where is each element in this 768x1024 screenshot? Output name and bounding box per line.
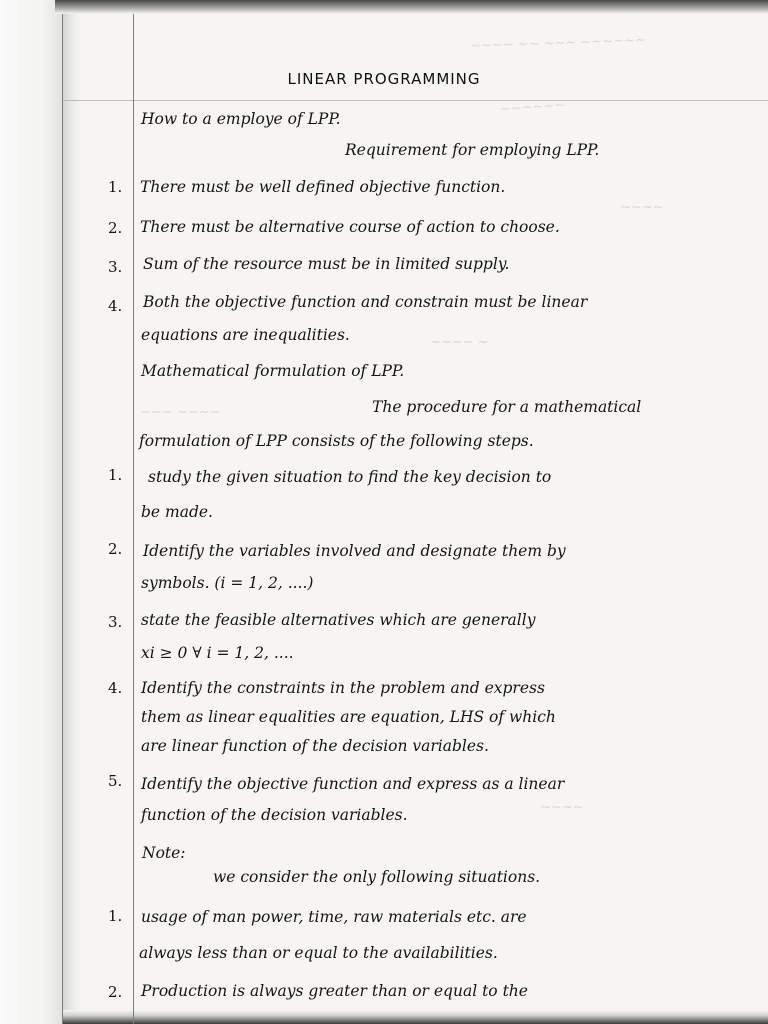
ruled-line	[62, 100, 768, 101]
list-number: 4.	[108, 297, 123, 315]
bleed-through-text: ~~~~	[540, 800, 584, 815]
text-line: Identify the constraints in the problem and express	[141, 679, 545, 697]
text-line: Identify the objective function and express as a linear	[141, 775, 565, 793]
left-page-edge	[0, 0, 62, 1024]
list-number: 5.	[108, 772, 123, 790]
bleed-through-text: ~~~~ ~~ ~~~ ~~~~~~	[469, 32, 647, 55]
text-line: Mathematical formulation of LPP.	[141, 362, 405, 380]
text-line: There must be well defined objective function.	[140, 178, 506, 196]
text-line: function of the decision variables.	[141, 806, 408, 824]
margin-line-inner	[133, 14, 134, 1024]
page-title: LINEAR PROGRAMMING	[287, 70, 481, 88]
bleed-through-text: ~~~ ~~~~	[140, 405, 221, 420]
top-edge-shadow	[55, 0, 768, 14]
text-line: xi ≥ 0 ∀ i = 1, 2, ....	[141, 644, 294, 662]
text-line: always less than or equal to the availabilities.	[139, 944, 498, 962]
text-line: Identify the variables involved and designate them by	[143, 542, 566, 560]
list-number: 3.	[108, 258, 123, 276]
text-line: symbols. (i = 1, 2, ....)	[141, 574, 314, 592]
bleed-through-text: ~~~~~~	[499, 97, 566, 118]
margin-line-outer	[62, 14, 63, 1024]
text-line: equations are inequalities.	[141, 326, 350, 344]
text-line: Sum of the resource must be in limited supply.	[143, 255, 510, 273]
text-line: usage of man power, time, raw materials etc. are	[141, 908, 527, 926]
list-number: 1.	[108, 907, 123, 925]
text-line: Both the objective function and constrain must be linear	[143, 293, 588, 311]
note-heading: Note:	[142, 844, 186, 862]
bleed-through-text: ~~~~	[620, 200, 664, 215]
bleed-through-text: ~~~~ ~	[430, 335, 489, 350]
text-line: Requirement for employing LPP.	[345, 141, 600, 159]
list-number: 2.	[108, 983, 123, 1001]
list-number: 2.	[108, 540, 123, 558]
text-line: state the feasible alternatives which are generally	[141, 611, 536, 629]
text-line: Production is always greater than or equal to the	[141, 982, 528, 1000]
text-line: be made.	[141, 503, 213, 521]
list-number: 1.	[108, 466, 123, 484]
text-line: formulation of LPP consists of the following steps.	[139, 432, 534, 450]
list-number: 3.	[108, 613, 123, 631]
text-line: them as linear equalities are equation, LHS of which	[141, 708, 556, 726]
text-line: are linear function of the decision variables.	[141, 737, 489, 755]
list-number: 4.	[108, 679, 123, 697]
text-line: study the given situation to find the key decision to	[148, 468, 552, 486]
bottom-edge-shadow	[62, 1010, 768, 1024]
list-number: 2.	[108, 219, 123, 237]
text-line: we consider the only following situations.	[213, 868, 541, 886]
text-line: There must be alternative course of action to choose.	[140, 218, 560, 236]
list-number: 1.	[108, 178, 123, 196]
text-line: The procedure for a mathematical	[372, 398, 642, 416]
text-line: How to a employe of LPP.	[141, 110, 341, 128]
